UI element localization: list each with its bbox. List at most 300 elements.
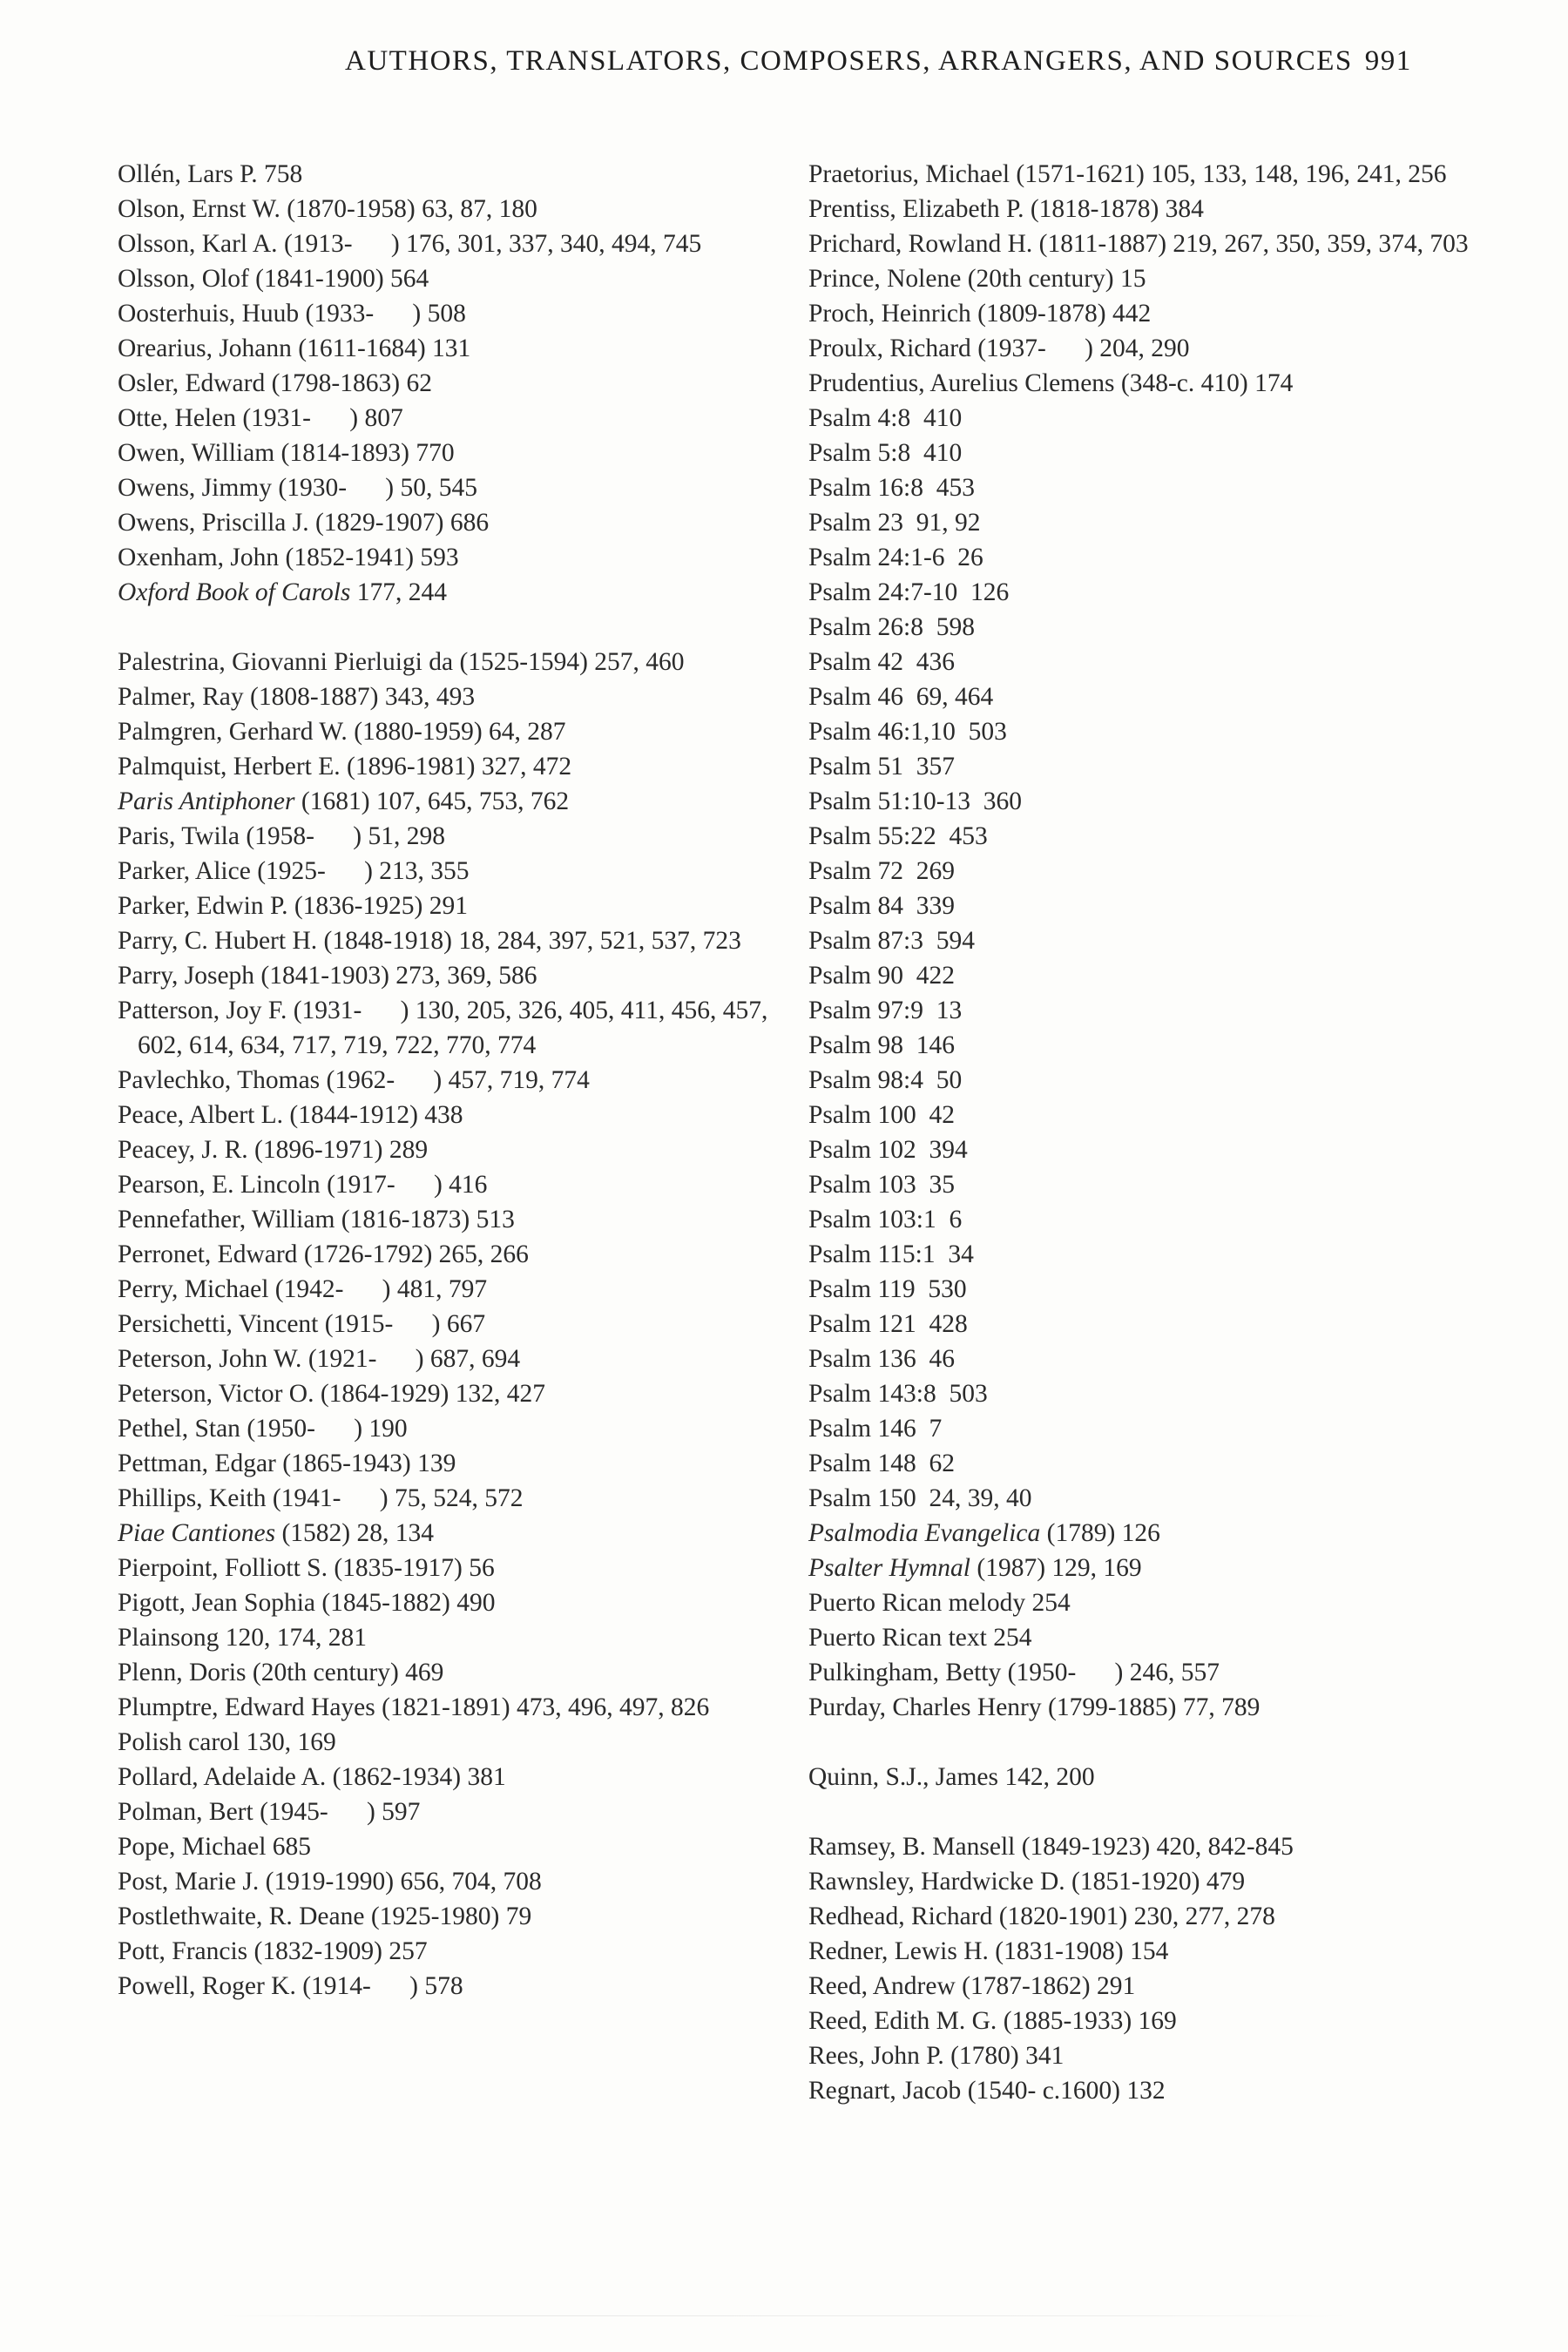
index-entry-name: Ramsey, B. Mansell	[808, 1833, 1016, 1861]
index-entry	[118, 1446, 780, 1481]
index-entry-name: Pettman, Edgar	[118, 1450, 276, 1477]
index-entry-references: (1525-1594) 257, 460	[453, 648, 685, 676]
index-entry	[118, 1202, 780, 1237]
index-entry	[808, 1585, 1470, 1620]
index-column-right	[808, 157, 1470, 2108]
index-entry-name: Paris Antiphoner	[118, 787, 295, 815]
index-entry	[118, 1934, 780, 1969]
index-entry-name: Psalm 146	[808, 1415, 916, 1443]
index-entry-name: Psalm 16:8	[808, 474, 923, 502]
index-entry	[808, 854, 1470, 889]
index-entry	[808, 1620, 1470, 1655]
page-bottom-shadow	[218, 2315, 1350, 2316]
index-entry-references: (1849-1923) 420, 842-845	[1015, 1833, 1294, 1861]
index-entry-references: 758	[257, 160, 303, 188]
index-entry-name: Psalm 42	[808, 648, 903, 676]
index-entry-name: Psalm 46:1,10	[808, 718, 956, 746]
index-entry-name: Praetorius, Michael	[808, 160, 1010, 188]
index-entry-references: (1950- ) 246, 557	[1001, 1659, 1220, 1686]
index-entry	[808, 261, 1470, 296]
index-entry-name: Peacey, J. R.	[118, 1136, 248, 1164]
index-entry-references: 34	[935, 1240, 974, 1268]
index-entry-name: Plumptre, Edward Hayes	[118, 1693, 375, 1721]
index-entry-references: (1835-1917) 56	[327, 1554, 495, 1582]
index-entry-references: 339	[903, 892, 955, 920]
index-entry	[808, 1202, 1470, 1237]
index-entry-references: (1925- ) 213, 355	[250, 857, 470, 885]
index-entry-name: Parry, Joseph	[118, 962, 255, 990]
index-entry-name: Parker, Alice	[118, 857, 251, 885]
index-entry-name: Psalter Hymnal	[808, 1554, 970, 1582]
index-entry-name: Psalm 136	[808, 1345, 916, 1373]
index-entry-name: Olsson, Olof	[118, 265, 249, 293]
index-entry	[118, 1690, 780, 1725]
running-head	[345, 45, 1434, 78]
index-entry	[808, 1934, 1470, 1969]
index-entry-name: Patterson, Joy F.	[118, 997, 287, 1024]
index-entry-references: 357	[903, 753, 955, 781]
index-entry-references: 360	[970, 787, 1023, 815]
index-entry	[118, 1620, 780, 1655]
index-entry	[808, 331, 1470, 366]
index-entry-references: 503	[936, 1380, 988, 1408]
index-entry-name: Oxenham, John	[118, 544, 280, 571]
index-entry-references: 394	[916, 1136, 968, 1164]
index-entry-references: (1571-1621) 105, 133, 148, 196, 241, 256	[1010, 160, 1447, 188]
index-entry-name: Peterson, John W.	[118, 1345, 302, 1373]
index-entry-name: Peace, Albert L.	[118, 1101, 284, 1129]
index-entry	[118, 1167, 780, 1202]
index-entry-references: (1816-1873) 513	[335, 1206, 515, 1233]
index-entry	[118, 1272, 780, 1307]
index-entry-references: (1829-1907) 686	[308, 509, 490, 537]
index-entry-references: 428	[916, 1310, 968, 1338]
index-entry-name: Psalm 119	[808, 1275, 916, 1303]
index-entry-name: Olson, Ernst W.	[118, 195, 280, 223]
index-entry-references: (1933- ) 508	[299, 300, 466, 328]
index-entry-references: (1818-1878) 384	[1024, 195, 1204, 223]
index-entry	[118, 1829, 780, 1864]
index-entry-references: 598	[923, 613, 975, 641]
index-entry	[118, 1376, 780, 1411]
index-entry-name: Puerto Rican text	[808, 1624, 987, 1652]
index-entry-name: Peterson, Victor O.	[118, 1380, 314, 1408]
index-entry-references: (1611-1684) 131	[291, 335, 471, 362]
index-entry-references: (1789) 126	[1040, 1519, 1160, 1547]
index-entry	[118, 296, 780, 331]
index-entry-name: Pethel, Stan	[118, 1415, 240, 1443]
index-entry-references: (1726-1792) 265, 266	[297, 1240, 529, 1268]
index-entry-name: Rees, John P.	[808, 2042, 944, 2070]
index-entry	[808, 470, 1470, 505]
index-entry-name: Phillips, Keith	[118, 1484, 267, 1512]
index-entry	[808, 749, 1470, 784]
index-entry-references: (1787-1862) 291	[955, 1972, 1136, 2000]
index-entry-references: (1831-1908) 154	[988, 1937, 1169, 1965]
index-entry	[808, 2038, 1470, 2073]
index-entry-name: Parry, C. Hubert H.	[118, 927, 318, 955]
index-entry	[118, 157, 780, 192]
index-entry	[808, 1829, 1470, 1864]
index-entry-references: (20th century) 15	[961, 265, 1146, 293]
index-entry-references: (1681) 107, 645, 753, 762	[294, 787, 570, 815]
index-entry-name: Redhead, Richard	[808, 1903, 993, 1930]
index-entry	[808, 1376, 1470, 1411]
index-entry-references: (1832-1909) 257	[247, 1937, 428, 1965]
index-entry	[808, 366, 1470, 401]
index-entry-name: Palestrina, Giovanni Pierluigi da	[118, 648, 454, 676]
index-entry-name: Psalm 97:9	[808, 997, 923, 1024]
index-entry	[118, 1551, 780, 1585]
index-column-left	[118, 157, 780, 2004]
index-entry-name: Psalm 103:1	[808, 1206, 936, 1233]
index-entry	[808, 1132, 1470, 1167]
index-entry-references: (1937- ) 204, 290	[970, 335, 1190, 362]
index-entry	[808, 1899, 1470, 1934]
index-entry-name: Pollard, Adelaide A.	[118, 1763, 327, 1791]
index-entry	[808, 784, 1470, 819]
index-entry	[118, 784, 780, 819]
index-entry	[118, 1585, 780, 1620]
index-entry-name: Regnart, Jacob	[808, 2077, 962, 2105]
index-entry-name: Perronet, Edward	[118, 1240, 298, 1268]
index-entry-name: Psalmodia Evangelica	[808, 1519, 1041, 1547]
index-entry-name: Post, Marie J.	[118, 1868, 260, 1896]
index-entry	[118, 1307, 780, 1342]
index-entry-name: Psalm 26:8	[808, 613, 923, 641]
index-entry-references: (1814-1893) 770	[274, 439, 455, 467]
index-entry-references: 126	[957, 578, 1010, 606]
index-entry-references: (20th century) 469	[246, 1659, 444, 1686]
index-entry	[118, 1864, 780, 1899]
index-entry-references: (1582) 28, 134	[275, 1519, 434, 1547]
index-entry	[118, 331, 780, 366]
index-entry	[118, 505, 780, 540]
index-entry-references: 177, 244	[350, 578, 448, 606]
index-entry-references: 410	[910, 404, 963, 432]
index-entry-references: (1809-1878) 442	[970, 300, 1152, 328]
index-entry-name: Paris, Twila	[118, 822, 240, 850]
index-entry-name: Pearson, E. Lincoln	[118, 1171, 321, 1199]
index-entry	[118, 1725, 780, 1760]
index-entry-name: Psalm 51:10-13	[808, 787, 971, 815]
index-entry-name: Psalm 98	[808, 1031, 903, 1059]
index-entry-name: Prudentius, Aurelius Clemens	[808, 369, 1115, 397]
index-entry-name: Owen, William	[118, 439, 275, 467]
index-entry-name: Quinn, S.J., James	[808, 1763, 998, 1791]
index-entry-references: (1820-1901) 230, 277, 278	[992, 1903, 1275, 1930]
index-entry	[118, 889, 780, 923]
running-head-title: AUTHORS, TRANSLATORS, COMPOSERS, ARRANGERS, AND SOURCES	[345, 45, 1353, 77]
index-entry-references: 50	[923, 1066, 963, 1094]
index-entry-name: Postlethwaite, R. Deane	[118, 1903, 365, 1930]
index-entry-name: Palmgren, Gerhard W.	[118, 718, 348, 746]
index-entry	[808, 1411, 1470, 1446]
index-entry-name: Psalm 121	[808, 1310, 916, 1338]
index-entry-name: Psalm 102	[808, 1136, 916, 1164]
index-entry	[118, 854, 780, 889]
index-entry-references: 254	[1025, 1589, 1071, 1617]
index-entry	[808, 157, 1470, 192]
index-entry-references: (1917- ) 416	[320, 1171, 488, 1199]
index-entry	[808, 1690, 1470, 1725]
index-entry-references: (1798-1863) 62	[265, 369, 432, 397]
index-entry-name: Rawnsley, Hardwicke D.	[808, 1868, 1065, 1896]
index-entry	[808, 1237, 1470, 1272]
index-entry	[118, 192, 780, 226]
index-entry-name: Polman, Bert	[118, 1798, 253, 1826]
index-entry	[808, 1516, 1470, 1551]
index-entry-references: (1914- ) 578	[295, 1972, 463, 2000]
index-entry-name: Parker, Edwin P.	[118, 892, 288, 920]
index-entry	[808, 1655, 1470, 1690]
index-entry	[808, 1063, 1470, 1098]
index-entry-name: Pope, Michael	[118, 1833, 267, 1861]
index-entry-name: Psalm 100	[808, 1101, 916, 1129]
index-entry-name: Purday, Charles Henry	[808, 1693, 1042, 1721]
index-entry-references: (1925-1980) 79	[364, 1903, 532, 1930]
index-entry	[118, 993, 780, 1063]
index-entry	[118, 1098, 780, 1132]
index-entry-references: (1865-1943) 139	[275, 1450, 456, 1477]
index-entry-references: (1862-1934) 381	[326, 1763, 506, 1791]
index-entry	[118, 261, 780, 296]
index-entry-references: (1921- ) 687, 694	[301, 1345, 521, 1373]
index-entry	[808, 192, 1470, 226]
index-entry	[118, 958, 780, 993]
index-entry	[808, 401, 1470, 436]
index-entry	[118, 1655, 780, 1690]
index-entry-references: (1848-1918) 18, 284, 397, 521, 537, 723	[317, 927, 741, 955]
index-entry-references: 6	[936, 1206, 963, 1233]
index-entry-name: Ollén, Lars P.	[118, 160, 258, 188]
index-entry-references: 42	[916, 1101, 955, 1129]
index-entry-references: (1844-1912) 438	[283, 1101, 463, 1129]
index-entry-references: 24, 39, 40	[916, 1484, 1032, 1512]
index-entry	[118, 436, 780, 470]
index-entry	[118, 749, 780, 784]
index-entry	[808, 505, 1470, 540]
index-entry	[808, 1342, 1470, 1376]
index-entry-name: Psalm 143:8	[808, 1380, 936, 1408]
index-entry-references: (348-c. 410) 174	[1114, 369, 1294, 397]
index-entry-references: (1852-1941) 593	[279, 544, 459, 571]
index-entry-name: Puerto Rican melody	[808, 1589, 1026, 1617]
index-entry-name: Psalm 55:22	[808, 822, 936, 850]
index-entry-name: Psalm 103	[808, 1171, 916, 1199]
index-entry	[118, 1237, 780, 1272]
index-entry-references: 453	[936, 822, 988, 850]
index-entry-name: Psalm 24:7-10	[808, 578, 958, 606]
index-entry	[118, 1794, 780, 1829]
index-entry	[808, 1481, 1470, 1516]
index-entry-name: Olsson, Karl A.	[118, 230, 278, 258]
index-entry	[118, 1132, 780, 1167]
index-entry-references: (1931- ) 807	[235, 404, 403, 432]
index-entry-references: (1880-1959) 64, 287	[347, 718, 566, 746]
index-entry-name: Plainsong	[118, 1624, 220, 1652]
index-entry-references: (1811-1887) 219, 267, 350, 359, 374, 703	[1032, 230, 1469, 258]
index-entry-references: 594	[923, 927, 975, 955]
index-entry	[118, 470, 780, 505]
index-entry	[118, 1760, 780, 1794]
index-entry-name: Prince, Nolene	[808, 265, 962, 293]
index-entry	[118, 1899, 780, 1934]
index-entry-name: Owens, Priscilla J.	[118, 509, 309, 537]
index-entry	[808, 1864, 1470, 1899]
index-entry	[808, 1272, 1470, 1307]
index-entry-references: (1885-1933) 169	[997, 2007, 1177, 2035]
index-entry-name: Plenn, Doris	[118, 1659, 247, 1686]
index-entry	[808, 610, 1470, 645]
index-entry	[118, 1516, 780, 1551]
index-entry-name: Persichetti, Vincent	[118, 1310, 319, 1338]
index-entry-name: Pigott, Jean Sophia	[118, 1589, 315, 1617]
index-entry-references: (1958- ) 51, 298	[239, 822, 445, 850]
index-entry-name: Perry, Michael	[118, 1275, 269, 1303]
index-entry	[808, 1551, 1470, 1585]
index-entry	[808, 993, 1470, 1028]
index-entry-references: (1845-1882) 490	[314, 1589, 496, 1617]
index-entry-name: Piae Cantiones	[118, 1519, 276, 1547]
index-entry	[808, 1307, 1470, 1342]
index-entry-name: Reed, Andrew	[808, 1972, 956, 2000]
index-entry	[118, 540, 780, 575]
index-entry-name: Psalm 150	[808, 1484, 916, 1512]
index-entry	[808, 819, 1470, 854]
index-entry	[118, 1481, 780, 1516]
index-entry-name: Psalm 90	[808, 962, 903, 990]
index-entry	[808, 1167, 1470, 1202]
index-entry-references: (1950- ) 190	[240, 1415, 408, 1443]
index-entry	[808, 575, 1470, 610]
index-entry	[808, 1446, 1470, 1481]
index-entry-references: (1808-1887) 343, 493	[243, 683, 476, 711]
index-entry-references: 35	[916, 1171, 955, 1199]
index-entry-name: Proulx, Richard	[808, 335, 971, 362]
index-entry-references: 410	[910, 439, 963, 467]
index-entry-references: (1896-1971) 289	[247, 1136, 429, 1164]
index-entry-references: 120, 174, 281	[219, 1624, 367, 1652]
index-entry-name: Reed, Edith M. G.	[808, 2007, 997, 2035]
index-entry	[118, 366, 780, 401]
index-entry-references: (1841-1903) 273, 369, 586	[254, 962, 537, 990]
index-entry-references: 422	[903, 962, 955, 990]
index-entry-references: (1919-1990) 656, 704, 708	[259, 1868, 542, 1896]
index-entry-references: 146	[903, 1031, 955, 1059]
index-entry-name: Pavlechko, Thomas	[118, 1066, 321, 1094]
index-entry-name: Polish carol	[118, 1728, 240, 1756]
index-entry	[808, 2004, 1470, 2038]
index-entry-references: 7	[916, 1415, 943, 1443]
index-entry-references: 530	[915, 1275, 967, 1303]
index-entry-references: (1931- ) 130, 205, 326, 405, 411, 456, 457, 602, 614, 634, 717, 719, 722, 770, 774	[138, 997, 774, 1059]
index-entry	[808, 226, 1470, 261]
index-entry-references: 13	[923, 997, 963, 1024]
index-entry-references: (1841-1900) 564	[248, 265, 429, 293]
index-entry	[118, 679, 780, 714]
index-entry	[118, 1342, 780, 1376]
index-entry-references: (1945- ) 597	[253, 1798, 421, 1826]
index-entry-references: (1941- ) 75, 524, 572	[266, 1484, 524, 1512]
index-entry	[118, 401, 780, 436]
index-entry-references: (1799-1885) 77, 789	[1041, 1693, 1260, 1721]
index-entry-name: Psalm 87:3	[808, 927, 923, 955]
index-entry-name: Prentiss, Elizabeth P.	[808, 195, 1024, 223]
index-entry	[118, 714, 780, 749]
index-entry-references: (1864-1929) 132, 427	[314, 1380, 545, 1408]
index-entry-name: Pennefather, William	[118, 1206, 335, 1233]
index-entry	[118, 923, 780, 958]
index-entry-name: Otte, Helen	[118, 404, 236, 432]
index-entry	[808, 1969, 1470, 2004]
index-entry-name: Psalm 51	[808, 753, 903, 781]
index-entry-references: (1913- ) 176, 301, 337, 340, 494, 745	[277, 230, 702, 258]
index-entry-name: Pulkingham, Betty	[808, 1659, 1002, 1686]
index-entry-name: Psalm 115:1	[808, 1240, 936, 1268]
index-entry-name: Psalm 5:8	[808, 439, 911, 467]
index-entry-name: Oosterhuis, Huub	[118, 300, 300, 328]
index-entry-references: 685	[266, 1833, 312, 1861]
index-entry	[808, 296, 1470, 331]
index-entry-name: Psalm 72	[808, 857, 903, 885]
index-entry-name: Psalm 23	[808, 509, 903, 537]
page-number: 991	[1364, 45, 1412, 77]
index-entry	[808, 1028, 1470, 1063]
index-entry-references: 62	[916, 1450, 955, 1477]
index-entry-references: 142, 200	[997, 1763, 1095, 1791]
index-entry-references: (1780) 341	[943, 2042, 1064, 2070]
index-entry	[808, 436, 1470, 470]
index-entry	[118, 1969, 780, 2004]
index-entry-name: Pott, Francis	[118, 1937, 248, 1965]
index-entry-name: Proch, Heinrich	[808, 300, 971, 328]
index-entry-name: Psalm 148	[808, 1450, 916, 1477]
index-entry-references: (1915- ) 667	[318, 1310, 486, 1338]
index-entry-references: (1930- ) 50, 545	[272, 474, 477, 502]
index-entry-name: Psalm 4:8	[808, 404, 911, 432]
index-entry-references: (1821-1891) 473, 496, 497, 826	[375, 1693, 710, 1721]
index-entry	[808, 923, 1470, 958]
index-entry-name: Powell, Roger K.	[118, 1972, 296, 2000]
index-entry-name: Psalm 46	[808, 683, 903, 711]
index-entry-references: (1962- ) 457, 719, 774	[320, 1066, 590, 1094]
index-entry-references: 26	[944, 544, 983, 571]
index-entry-name: Prichard, Rowland H.	[808, 230, 1033, 258]
index-entry-references: 254	[986, 1624, 1032, 1652]
index-entry	[118, 575, 780, 610]
index-entry-references: (1896-1981) 327, 472	[340, 753, 572, 781]
index-entry	[118, 1063, 780, 1098]
index-entry-name: Palmer, Ray	[118, 683, 244, 711]
index-entry	[808, 958, 1470, 993]
index-entry-name: Palmquist, Herbert E.	[118, 753, 341, 781]
index-entry-name: Osler, Edward	[118, 369, 266, 397]
index-entry-references: 46	[916, 1345, 955, 1373]
index-entry-references: (1540- c.1600) 132	[961, 2077, 1166, 2105]
index-entry	[808, 714, 1470, 749]
index-entry-name: Psalm 24:1-6	[808, 544, 945, 571]
index-entry	[118, 645, 780, 679]
index-entry	[118, 1411, 780, 1446]
index-entry-name: Pierpoint, Folliott S.	[118, 1554, 328, 1582]
index-entry-references: (1836-1925) 291	[287, 892, 468, 920]
index-entry	[808, 645, 1470, 679]
index-entry	[118, 226, 780, 261]
index-entry-references: 453	[923, 474, 975, 502]
index-entry	[808, 679, 1470, 714]
index-entry	[808, 540, 1470, 575]
